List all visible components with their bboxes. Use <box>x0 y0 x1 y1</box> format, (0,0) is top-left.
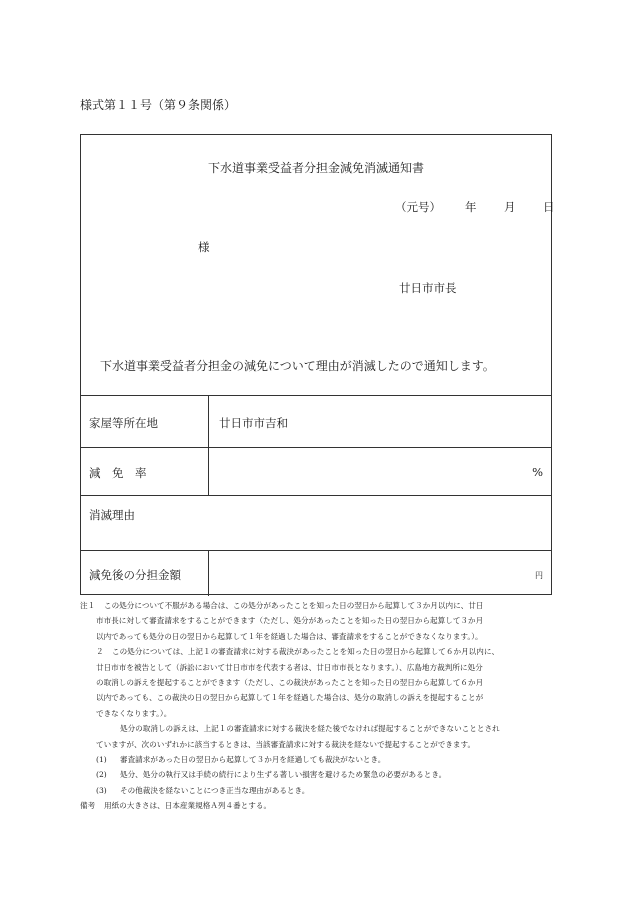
column-divider <box>208 551 209 596</box>
address-label: 家屋等所在地 <box>89 416 158 430</box>
issuer-name: 廿日市市長 <box>399 281 457 295</box>
item-3-label: (3) <box>96 785 107 795</box>
document-title: 下水道事業受益者分担金減免消滅通知書 <box>207 161 424 175</box>
rate-unit: % <box>532 465 543 479</box>
note-2-line: の取消しの訴えを提起することができます（ただし、この裁決があったことを知った日の翌日から起算して６か月 <box>96 678 484 687</box>
note-1-line: この処分について不服がある場合は、この処分があったことを知った日の翌日から起算して３か月以内に、廿日 <box>104 601 484 610</box>
note-2-line: この処分については、上記１の審査請求に対する裁決があったことを知った日の翌日から起算して６か月以内に、 <box>112 647 500 657</box>
amount-unit: 円 <box>535 571 543 580</box>
rate-label: 減 免 率 <box>89 466 147 480</box>
column-divider <box>208 448 209 495</box>
item-3-text: その他裁決を経ないことにつき正当な理由があるとき。 <box>120 785 310 795</box>
item-2-label: (2) <box>96 770 107 780</box>
note-1-line: 市市長に対して審査請求をすることができます（ただし、処分があったことを知った日の翌日から起算して３か月 <box>96 616 484 626</box>
note-2-line: 以内であっても、この裁決の日の翌日から起算して１年を経過した場合は、処分の取消しの訴えを提起することが <box>96 693 484 703</box>
date-day: 日 <box>543 200 555 214</box>
reason-row <box>81 496 551 551</box>
item-2-text: 処分、処分の執行又は手続の続行により生ずる著しい損害を避けるため緊急の必要があるとき。 <box>120 770 447 780</box>
note-2-label: ２ <box>96 647 104 657</box>
remark-text: 用紙の大きさは、日本産業規格Ａ列４番とする。 <box>104 801 272 811</box>
rate-row <box>81 448 551 496</box>
date-era: （元号） <box>395 200 441 214</box>
item-1-text: 審査請求があった日の翌日から起算して３か月を経過しても裁決がないとき。 <box>120 755 386 764</box>
date-month: 月 <box>504 200 516 214</box>
notice-text: 下水道事業受益者分担金の減免について理由が消滅したので通知します。 <box>100 359 495 373</box>
address-row <box>81 396 551 448</box>
note-3-line: ていますが、次のいずれかに該当するときは、当該審査請求に対する裁決を経ないで提起することができます。 <box>96 739 476 749</box>
note-2-line: 廿日市市を被告として（訴訟において廿日市市を代表する者は、廿日市市長となります。）、広島地方裁判所に処分 <box>96 662 483 672</box>
note-1-label: 注１ <box>80 601 96 610</box>
notice-form <box>80 134 555 595</box>
amount-row <box>81 551 551 596</box>
form-number-label: 様式第１１号（第９条関係） <box>80 98 237 112</box>
item-1-label: (1) <box>96 755 107 764</box>
date-year: 年 <box>465 200 477 214</box>
address-value: 廿日市市吉和 <box>219 416 288 430</box>
note-1-line: 以内であっても処分の日の翌日から起算して１年を経過した場合は、審査請求をすることができなくなります。）。 <box>96 631 483 641</box>
note-3-line: 処分の取消しの訴えは、上記１の審査請求に対する裁決を経た後でなければ提起することができないこととされ <box>120 724 500 734</box>
recipient-suffix: 様 <box>198 240 210 254</box>
reason-label: 消滅理由 <box>89 508 135 522</box>
form-header-section <box>81 135 555 396</box>
note-2-line: できなくなります。）。 <box>96 708 172 718</box>
amount-label: 減免後の分担金額 <box>89 568 181 582</box>
column-divider <box>208 396 209 447</box>
remark-label: 備考 <box>80 801 96 811</box>
